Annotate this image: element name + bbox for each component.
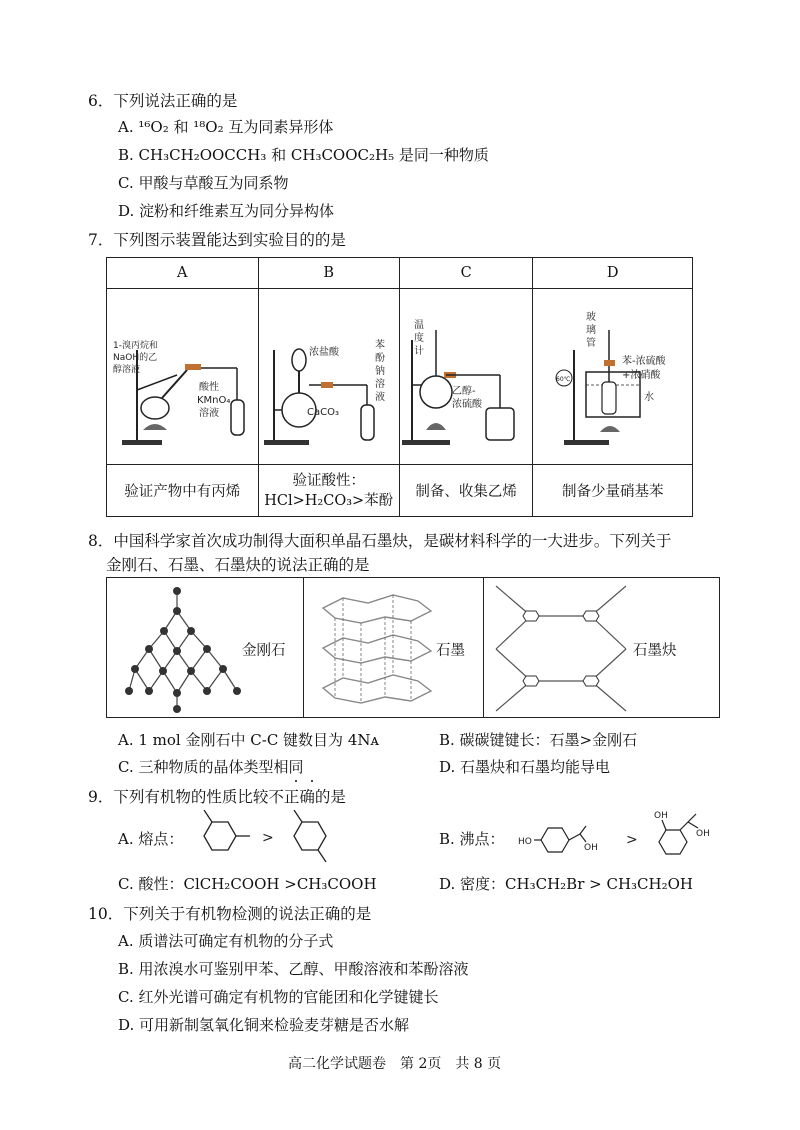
label-b-5: 钠 — [374, 365, 385, 377]
label-c-1: 温 — [414, 319, 425, 331]
q8-stem-line1: 8．中国科学家首次成功制得大面积单晶石墨炔，是碳材料科学的一大进步。下列关于 — [88, 532, 672, 550]
q7-caption-b-line2: HCl>H₂CO₃>苯酚 — [264, 492, 394, 509]
q7-caption-d: 制备少量硝基苯 — [533, 465, 693, 517]
q7-header-d: D — [533, 258, 693, 289]
graphdiyne-cell — [483, 578, 719, 717]
graphite-cell — [303, 578, 484, 717]
q7-apparatus-b — [258, 289, 399, 465]
q8-structures-box — [106, 577, 720, 718]
label-c-4: 乙醇- — [452, 385, 476, 397]
label-d-4: 苯-浓硫酸 — [621, 355, 666, 367]
label-b-2: CaCO₃ — [306, 406, 339, 418]
q9-option-a: A. 熔点： — [118, 830, 184, 848]
q7-apparatus-d — [533, 289, 693, 465]
q7-caption-a: 验证产物中有丙烯 — [107, 465, 259, 517]
q7-stem: 7．下列图示装置能达到实验目的的是 — [88, 231, 346, 249]
q8-option-a: A. 1 mol 金刚石中 C-C 键数目为 4Nᴀ — [118, 731, 379, 749]
label-a-1: 1-溴丙烷和 — [113, 340, 159, 351]
q8-option-b: B. 碳碳键键长：石墨>金刚石 — [439, 731, 638, 749]
q10-option-a: A. 质谱法可确定有机物的分子式 — [118, 932, 334, 950]
graphdiyne-label: 石墨炔 — [633, 643, 677, 659]
q7-header-c: C — [399, 258, 533, 289]
q7-caption-b-line1: 验证酸性： — [292, 472, 365, 489]
label-a-2: NaOH的乙 — [113, 352, 158, 363]
apparatus-b-figure — [259, 290, 399, 460]
q9-option-c: C. 酸性：ClCH₂COOH >CH₃COOH — [118, 875, 377, 893]
q10-option-c: C. 红外光谱可确定有机物的官能团和化学键键长 — [118, 988, 439, 1006]
label-b-6: 溶 — [374, 378, 385, 390]
label-a-6: 溶液 — [199, 407, 220, 419]
graphdiyne-structure-figure — [491, 581, 631, 716]
q10-option-d: D. 可用新制氢氧化铜来检验麦芽糖是否水解 — [118, 1016, 410, 1034]
q9-b-ho: HO — [518, 837, 532, 847]
label-b-7: 液 — [374, 391, 385, 403]
label-d-2: 璃 — [585, 324, 596, 336]
q9-option-b: B. 沸点： — [439, 830, 505, 848]
label-d-5: +浓硝酸 — [621, 369, 661, 381]
q9-option-d: D. 密度：CH₃CH₂Br > CH₃CH₂OH — [439, 875, 693, 893]
diamond-label: 金刚石 — [242, 643, 286, 659]
emphasis-dot — [295, 780, 297, 782]
q7-header-a: A — [107, 258, 259, 289]
label-a-3: 醇溶液 — [113, 364, 141, 375]
q7-header-b: B — [258, 258, 399, 289]
q8-option-c: C. 三种物质的晶体类型相同 — [118, 758, 304, 776]
q7-caption-c: 制备、收集乙烯 — [399, 465, 533, 517]
q6-option-c: C. 甲酸与草酸互为同系物 — [118, 174, 289, 192]
apparatus-a-figure — [107, 290, 257, 460]
apparatus-d-figure — [534, 290, 692, 460]
label-d-1: 玻 — [585, 311, 596, 323]
q8-stem-line2: 金刚石、石墨、石墨炔的说法正确的是 — [106, 556, 370, 574]
label-d-7: 60℃ — [555, 375, 571, 383]
apparatus-c-figure — [400, 290, 532, 460]
q9-b-oh1: OH — [584, 843, 598, 853]
label-c-2: 度 — [414, 332, 425, 344]
q6-option-d: D. 淀粉和纤维素互为同分异构体 — [118, 202, 335, 220]
diamond-structure-figure — [119, 581, 249, 716]
q10-stem: 10．下列关于有机物检测的说法正确的是 — [88, 905, 372, 923]
q6-stem: 6．下列说法正确的是 — [88, 92, 238, 110]
label-b-4: 酚 — [374, 352, 385, 364]
label-b-3: 苯 — [374, 339, 385, 351]
label-b-1: 浓盐酸 — [308, 346, 339, 358]
q9-b-gt: > — [626, 832, 638, 848]
label-a-5: KMnO₄ — [197, 394, 231, 406]
q7-apparatus-c — [399, 289, 533, 465]
q9-b-structures — [518, 808, 718, 868]
q8-option-d: D. 石墨炔和石墨均能导电 — [439, 758, 611, 776]
graphite-structure-figure — [313, 583, 438, 713]
label-d-6: 水 — [643, 391, 654, 403]
q9-stem: 9．下列有机物的性质比较不正确的是 — [88, 788, 346, 806]
label-d-3: 管 — [585, 337, 596, 349]
q6-option-b: B. CH₃CH₂OOCCH₃ 和 CH₃COOC₂H₅ 是同一种物质 — [118, 146, 489, 164]
q7-caption-b — [258, 465, 399, 517]
diamond-cell — [107, 578, 304, 717]
q9-a-structures — [190, 810, 360, 866]
q7-apparatus-table — [106, 257, 693, 517]
emphasis-dot — [311, 780, 313, 782]
q9-a-gt: > — [262, 830, 274, 846]
label-a-4: 酸性 — [199, 381, 220, 393]
label-c-5: 浓硫酸 — [452, 398, 483, 410]
label-c-3: 计 — [414, 345, 425, 357]
q7-apparatus-a — [107, 289, 259, 465]
graphite-label: 石墨 — [436, 643, 465, 659]
q10-option-b: B. 用浓溴水可鉴别甲苯、乙醇、甲酸溶液和苯酚溶液 — [118, 960, 469, 978]
q9-b-oh3: OH — [696, 829, 710, 839]
q6-option-a: A. ¹⁶O₂ 和 ¹⁸O₂ 互为同素异形体 — [118, 118, 334, 136]
q9-b-oh2: OH — [654, 811, 668, 821]
page-footer: 高二化学试题卷 第 2页 共 8 页 — [288, 1056, 502, 1072]
